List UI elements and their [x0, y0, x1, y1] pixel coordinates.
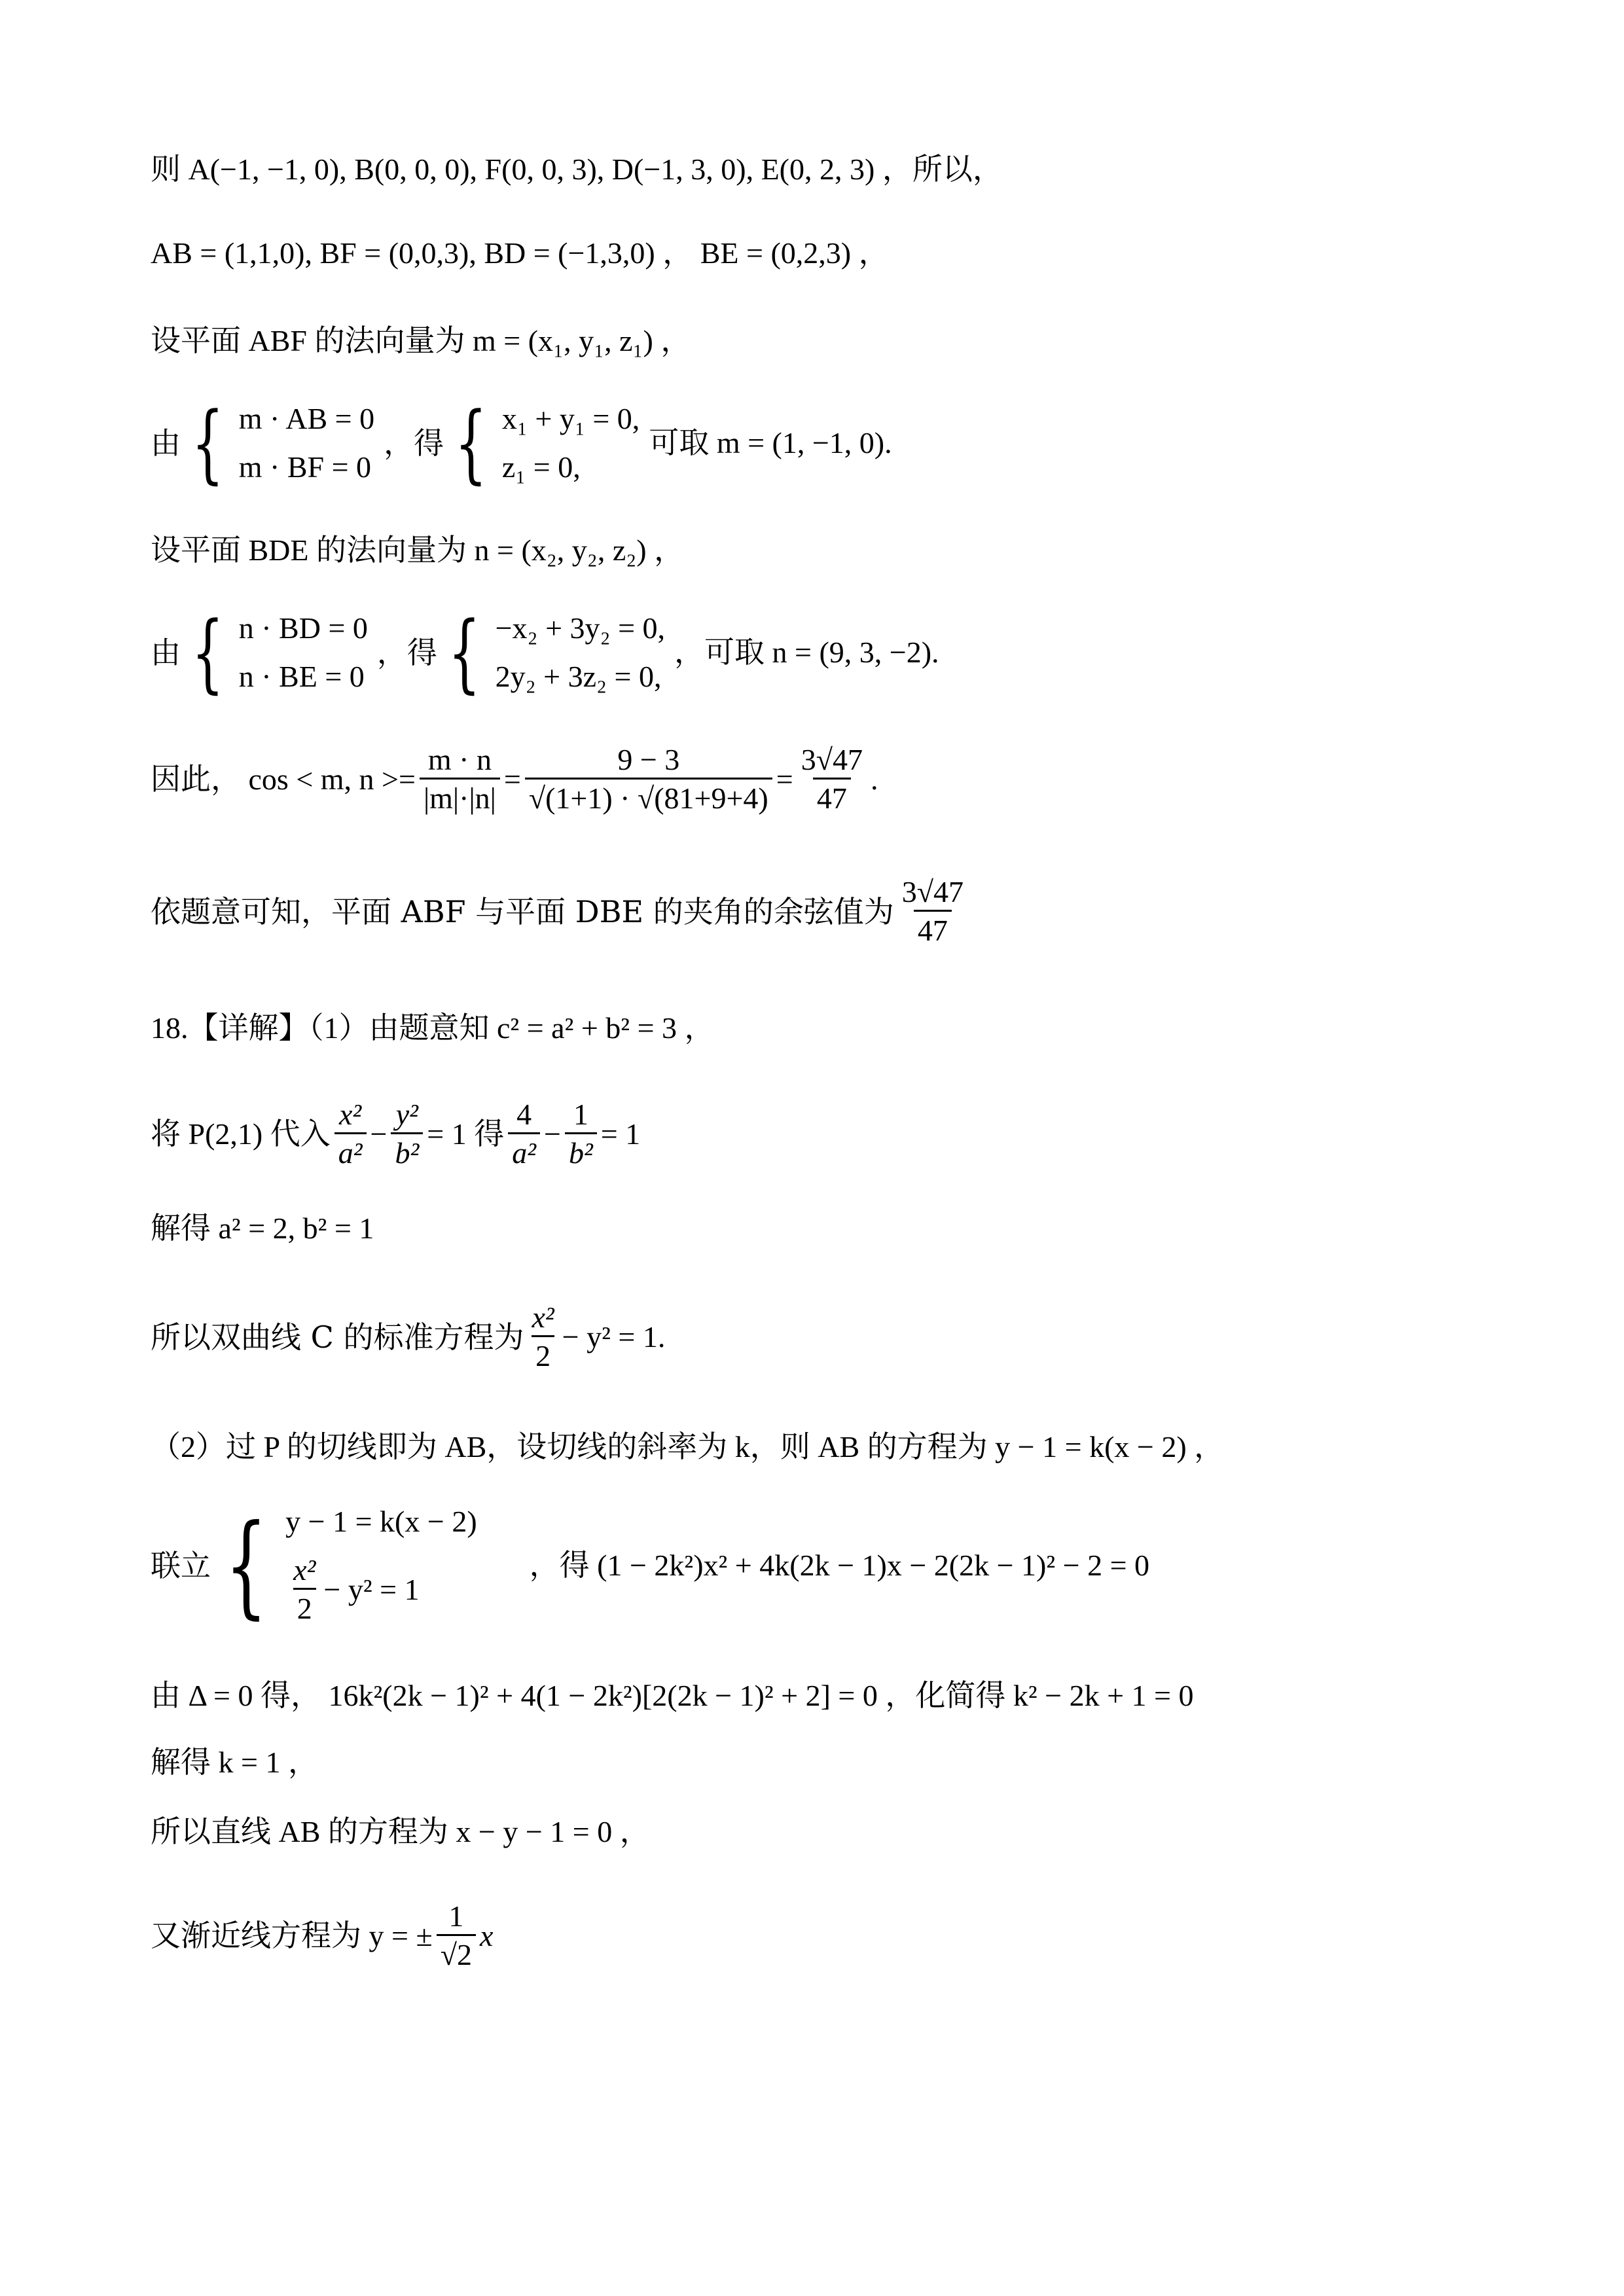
line-ab-text: 所以直线 AB 的方程为 x − y − 1 = 0 ， [151, 1815, 650, 1848]
system-m-row2: m · BF = 0 [238, 450, 372, 484]
system-n-right [437, 603, 666, 702]
line-system-n [151, 603, 939, 702]
line-line-ab [151, 1817, 650, 1847]
fraction-result-denominator: 47 [813, 778, 851, 814]
combine-row2: $\frac{\text{x²}}{2}$ − y² = 1 [285, 1555, 477, 1624]
substitute-prefix: 将 P(2,1) 代入 [151, 1117, 331, 1151]
system-m-left [181, 393, 375, 493]
line-normal-m [151, 326, 691, 356]
fraction-mn-numerator: m · n [427, 743, 492, 776]
fraction-1-b2: $\frac{1}{\text{b²}}$ [565, 1100, 597, 1168]
system-m-mid: ，得 [384, 425, 444, 461]
cosine-equals: = [503, 762, 521, 796]
system-n-row2: n · BE = 0 [238, 660, 365, 693]
line-vectors [151, 238, 889, 268]
solve-ab-text: 解得 a² = 2, b² = 1 [151, 1211, 374, 1245]
system-n-prefix: 由 [151, 635, 181, 670]
system-m-right [444, 393, 640, 493]
fraction-values-numerator: 9 − 3 [617, 743, 680, 776]
fraction-x2-a2: $\frac{\text{x²}}{\text{a²}}$ [334, 1100, 367, 1168]
fraction-result-numerator: 3√47 [801, 743, 863, 776]
system-n-row4: 2y₂ + 3z₂ = 0, [495, 660, 662, 693]
left-brace-icon: { [225, 1500, 268, 1630]
line-coordinates [151, 154, 1003, 185]
line-q18-part2 [151, 1432, 1224, 1462]
standard-equation-end: − y² = 1. [562, 1319, 666, 1354]
line-solve-ab [151, 1213, 374, 1244]
combine-row1: y − 1 = k(x − 2) [285, 1505, 477, 1538]
standard-equation-prefix: 所以双曲线 C 的标准方程为 [151, 1319, 524, 1355]
angle-cosine-fraction [898, 877, 967, 946]
system-n-suffix: ，可取 n = (9, 3, −2). [674, 636, 939, 669]
fraction-y2-b2: $\frac{\text{y²}}{\text{b²}}$ [391, 1100, 423, 1168]
asymptote-end: x [479, 1918, 494, 1952]
substitute-end: = 1 [600, 1117, 641, 1151]
q18-part1-text: 18.【详解】（1）由题意知 c² = a² + b² = 3 ， [151, 1011, 715, 1045]
fraction-x2-2-system: $\frac{\text{x²}}{2}$ [293, 1553, 316, 1625]
angle-cosine-numerator: 3√47 [901, 875, 964, 908]
left-brace-icon: { [448, 603, 481, 702]
fraction-mn-denominator: |m|·|n| [420, 778, 500, 814]
fraction-1-sqrt2: $\frac{1}{√2}$ [437, 1901, 476, 1970]
system-m-row1: m · AB = 0 [238, 402, 375, 435]
solve-k-text: 解得 k = 1 ， [151, 1746, 318, 1779]
cosine-prefix: 因此， cos < m, n >= [151, 762, 416, 796]
line-substitute-p: 将 P(2,1) 代入 $\frac{\text{x²}}{\text{a²}}$ − $\frac{\text{y²}}{\text{b²}}$ = 1 得 $\frac{4}{\text{a²}}$ − $\frac{1}{\text{b²}}$ = 1 [151, 1098, 641, 1170]
line-angle-cosine [151, 877, 971, 946]
normal-n-text: 设平面 BDE 的法向量为 n = (x₂, y₂, z₂) ， [151, 533, 685, 567]
fraction-mn [420, 745, 500, 814]
line-q18-part1 [151, 1013, 715, 1043]
fraction-4-a2: $\frac{4}{\text{a²}}$ [508, 1100, 540, 1168]
discriminant-text: 由 Δ = 0 得， 16k²(2k − 1)² + 4(1 − 2k²)[2(2k − 1)² + 2] = 0 ，化简得 k² − 2k + 1 = 0 [151, 1679, 1194, 1712]
combine-system [211, 1500, 477, 1630]
vectors-text: AB = (1,1,0), BF = (0,0,3), BD = (−1,3,0) ， BE = (0,2,3) ， [151, 236, 889, 270]
system-n-left [181, 603, 368, 702]
system-m-prefix: 由 [151, 425, 181, 461]
left-brace-icon: { [191, 603, 225, 702]
fraction-values [525, 745, 772, 814]
angle-cosine-prefix: 依题意可知，平面 ABF 与平面 DBE 的夹角的余弦值为 [151, 893, 894, 929]
fraction-x2-2: $\frac{\text{x²}}{2}$ [532, 1300, 554, 1372]
system-n-mid: ，得 [376, 635, 437, 670]
substitute-mid: = 1 得 [427, 1117, 505, 1151]
q18-part2-text: （2）过 P 的切线即为 AB，设切线的斜率为 k，则 AB 的方程为 y − 1 = k(x − 2) ， [151, 1430, 1225, 1463]
line-asymptote [151, 1901, 493, 1970]
angle-cosine-denominator: 47 [914, 910, 952, 946]
fraction-result [797, 745, 867, 814]
combine-suffix: ，得 (1 − 2k²)x² + 4k(2k − 1)x − 2(2k − 1)² − 2 = 0 [529, 1548, 1150, 1582]
line-discriminant [151, 1681, 1193, 1711]
system-n-row1: n · BD = 0 [238, 611, 368, 645]
line-normal-n [151, 535, 684, 565]
line-standard-equation [151, 1302, 665, 1371]
cosine-end: . [870, 762, 878, 796]
system-m-row3: x₁ + y₁ = 0, [501, 402, 640, 435]
system-m-suffix: 可取 m = (1, −1, 0). [649, 426, 892, 459]
system-m-row4: z₁ = 0, [501, 450, 581, 484]
fraction-values-denominator: √(1+1) · √(81+9+4) [525, 778, 772, 814]
asymptote-prefix: 又渐近线方程为 y = ± [151, 1918, 433, 1952]
system-n-row3: −x₂ + 3y₂ = 0, [495, 611, 666, 645]
line-combine [151, 1500, 1150, 1630]
coordinates-text: 则 A(−1, −1, 0), B(0, 0, 0), F(0, 0, 3), D(−1, 3, 0), E(0, 2, 3) ，所以， [151, 152, 1003, 186]
line-cosine: 因此， cos < m, n >= $\frac{m \cdot n}{|m|\cdot|n|}$ = $\frac{9 - 3}{√(1+1) \cdot √(81+9+4)}$ = $\frac{3√47}{47}$ . [151, 743, 878, 815]
left-brace-icon: { [191, 393, 225, 493]
line-solve-k [151, 1748, 318, 1778]
left-brace-icon: { [454, 393, 488, 493]
normal-m-text: 设平面 ABF 的法向量为 m = (x₁, y₁, z₁) ， [151, 324, 691, 357]
line-system-m [151, 393, 892, 493]
combine-prefix: 联立 [151, 1547, 211, 1583]
